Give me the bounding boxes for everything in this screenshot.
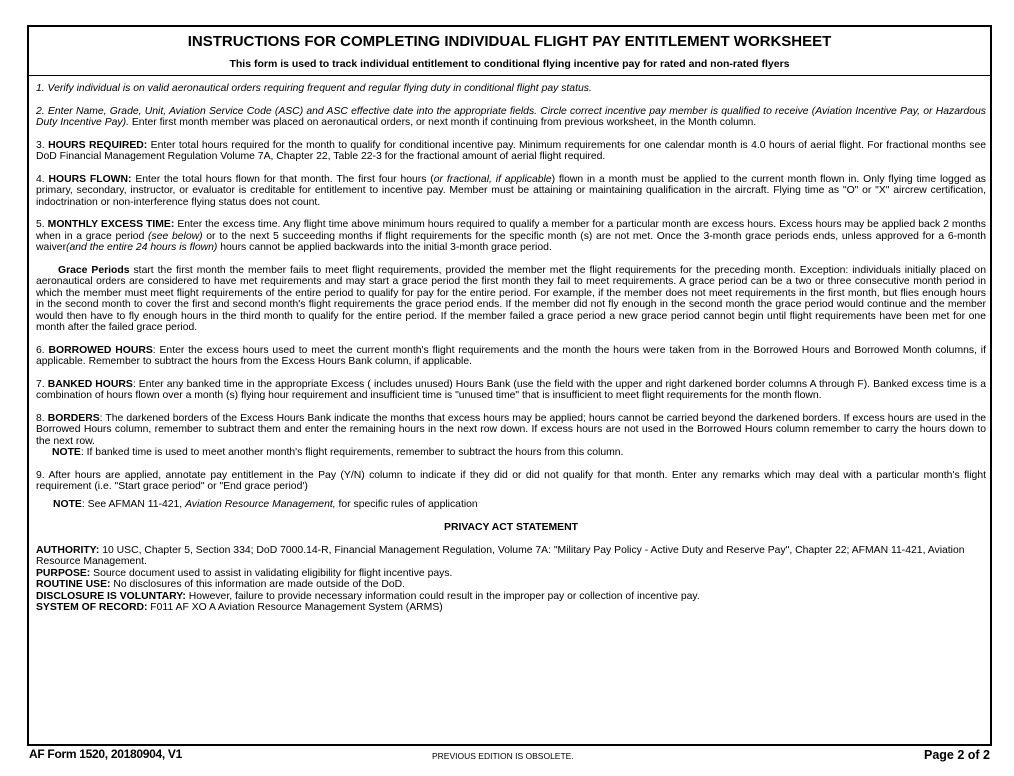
- instruction-5-number: 5.: [36, 219, 45, 230]
- instruction-3-number: 3.: [36, 139, 45, 151]
- instruction-5-text-a: Enter the excess time. Any flight time above minimum hours required to qualify a member for a particular month are excess hours. Excess hours may be applied back 2 months when in a grace period: [36, 219, 987, 242]
- instruction-2: [36, 106, 986, 129]
- header-divider: [29, 75, 990, 76]
- hours-flown-label: HOURS FLOWN:: [48, 173, 132, 185]
- disclosure-text: However, failure to provide necessary information could result in the improper pay or collection of incentive pay.: [185, 590, 700, 602]
- instruction-4: [36, 174, 986, 209]
- purpose-text: Source document used to assist in validating eligibility for flight incentive pays.: [90, 567, 453, 579]
- instruction-4-italic: or fractional, if applicable: [433, 173, 552, 185]
- grace-periods-label: Grace Periods: [58, 264, 130, 276]
- instruction-8-note-text: : If banked time is used to meet another month's flight requirements, remember to subtract the hours from this column.: [80, 447, 624, 458]
- authority-label: AUTHORITY:: [36, 544, 100, 556]
- instruction-9: 9. After hours are applied, annotate pay entitlement in the Pay (Y/N) column to indicate if they did or did not qualify for that month. Enter any remarks which may deal with a particular month's flight requirement (i.e. "Start grace period" or "End grace period'): [36, 469, 986, 492]
- instruction-6: [36, 345, 986, 368]
- instruction-8-text: : The darkened borders of the Excess Hours Bank indicate the months that excess hours may be applied; hours cannot be carried beyond the darkened borders. If excess hours are used in the Borrowed Hours column, remember to subtract them and enter the remaining hours in the next row down. If excess hours are not used in the Borrowed Hours column remember to carry the hours down to the next row.: [36, 412, 986, 447]
- instruction-2-italic: 2. Enter Name, Grade, Unit, Aviation Service Code (ASC) and ASC effective date into the appropriate fields. Circle correct incentive pay member is qualified to receive (Aviation Incentive Pay, or Hazardous Duty Incentive Pay).: [36, 105, 986, 128]
- routine-use-text: No disclosures of this information are made outside of the DoD.: [110, 579, 406, 590]
- grace-periods: [36, 265, 986, 334]
- instruction-8-note: [36, 447, 986, 459]
- authority-text: 10 USC, Chapter 5, Section 334; DoD 7000.14-R, Financial Management Regulation, Volume 7A: "Military Pay Policy - Active Duty and Reserve Pay", Chapter 22; AFMAN 11-421, Aviation Resource Management.: [36, 544, 965, 567]
- privacy-disclosure: [36, 591, 986, 603]
- instruction-1: 1. Verify individual is on valid aeronautical orders requiring frequent and regular flying duty in conditional flight pay status.: [36, 83, 592, 94]
- routine-use-label: ROUTINE USE:: [36, 579, 111, 590]
- instruction-6-number: 6.: [36, 344, 45, 356]
- instruction-7-number: 7.: [36, 378, 45, 390]
- hours-required-label: HOURS REQUIRED:: [48, 139, 148, 151]
- instruction-6-text: : Enter the excess hours used to meet the current month's flight requirements and the month the hours were taken from in the Borrowed Hours and Borrowed Month columns, if applicable. Remember to subtract the hours from the Excess Hours Bank column, if applicable.: [36, 344, 987, 367]
- instruction-7: [36, 379, 986, 402]
- page-subtitle: This form is used to track individual entitlement to conditional flying incentive pay for rated and non-rated flyers: [229, 58, 790, 70]
- privacy-act-heading: PRIVACY ACT STATEMENT: [444, 522, 578, 533]
- instruction-8-note-label: NOTE: [52, 447, 81, 458]
- instruction-5-text-b: or to the next 5 succeeding months if flight requirements for the specific month (s) are not met. Once the 3-month grace periods ends, unless approved for a 6-month waiver: [36, 230, 986, 253]
- instruction-5-italic-2: (and the entire 24 hours is flown): [66, 242, 218, 253]
- system-of-record-label: SYSTEM OF RECORD:: [36, 602, 148, 613]
- page-number: Page 2 of 2: [924, 748, 990, 762]
- instruction-3-text: Enter total hours required for the month to qualify for conditional incentive pay. Minimum requirements for one calendar month is 4.0 hours of aerial flight. For fractional months see DoD Financial Management Regulation Volume 7A, Chapter 22, Table 22-3 for the fractional amount of aerial flight required.: [36, 139, 987, 162]
- afman-note-text-a: : See AFMAN 11-421,: [81, 498, 186, 510]
- instruction-8-number: 8.: [36, 412, 45, 424]
- borrowed-hours-label: BORROWED HOURS: [48, 344, 153, 356]
- instruction-4-text-b: ) flown in a month must be applied to the current month flown in. Only flying time logged as primary, secondary, instructor, or evaluator is creditable for entitlement to incentive pay. Member must be attaining or maintaining qualification in the aircraft. Flying time as "O" or "X" aircrew certification, indoctrination or non-interference flying status does not count.: [36, 173, 987, 208]
- disclosure-label: DISCLOSURE IS VOLUNTARY:: [36, 590, 186, 602]
- instruction-8: [36, 413, 986, 448]
- privacy-purpose: [36, 568, 986, 580]
- monthly-excess-time-label: MONTHLY EXCESS TIME:: [47, 219, 175, 230]
- privacy-routine-use: [36, 579, 986, 591]
- instruction-5: [36, 219, 986, 254]
- instruction-2-text: Enter first month member was placed on aeronautical orders, or next month if continuing from previous worksheet, in the Month column.: [128, 117, 757, 128]
- instruction-7-text: : Enter any banked time in the appropriate Excess ( includes unused) Hours Bank (use the field with the upper and right darkened border columns A through F). Banked excess time is a combination of hours flown over a month (s) flying hour requirement and insufficient time is "unused time" that is insufficient to meet flight requirements for the month flown.: [36, 378, 986, 401]
- afman-note-label: NOTE: [53, 498, 82, 510]
- instruction-4-text-a: Enter the total hours flown for that month. The first four hours (: [131, 173, 434, 185]
- form-identifier: AF Form 1520, 20180904, V1: [29, 747, 182, 761]
- instructions-body: [36, 83, 986, 614]
- afman-note-italic: Aviation Resource Management,: [185, 498, 336, 510]
- privacy-authority: [36, 545, 986, 568]
- privacy-system-of-record: [36, 602, 986, 614]
- page-title: INSTRUCTIONS FOR COMPLETING INDIVIDUAL FLIGHT PAY ENTITLEMENT WORKSHEET: [187, 33, 832, 50]
- instruction-4-number: 4.: [36, 173, 45, 185]
- afman-note: [36, 499, 986, 511]
- form-frame: [27, 25, 992, 746]
- instruction-5-italic-1: (see below): [144, 230, 207, 242]
- instruction-5-text-c: hours cannot be applied backwards into the initial 3-month grace period.: [217, 242, 552, 253]
- instruction-3: [36, 140, 986, 163]
- borders-label: BORDERS: [47, 412, 100, 424]
- banked-hours-label: BANKED HOURS: [47, 378, 133, 390]
- afman-note-text-b: for specific rules of application: [335, 498, 478, 510]
- grace-periods-text: start the first month the member fails to meet flight requirements, provided the member met the flight requirements for the preceding month. Exception: individuals initially placed on aeronautical orders are considered to have met requirements and may start a grace period the first month they fail to meet requirements. A grace period can be a two or three consecutive month period in which the member must meet flight requirements of the entire period to qualify for pay for the entire period. For example, if the member does not meet requirements in the first month, but flies enough hours in the second month to cover the first and second month's flight requirements the grace period ends. If the member did not fly enough in the second month the grace period would continue and the member would then have to fly enough hours in the third month to qualify for the entire period. If the member failed a grace period a new grace period cannot begin until flight requirements have been met for one month after the failed grace period.: [36, 264, 986, 333]
- system-of-record-text: F011 AF XO A Aviation Resource Management System (ARMS): [147, 602, 443, 613]
- purpose-label: PURPOSE:: [36, 567, 91, 579]
- edition-note: PREVIOUS EDITION IS OBSOLETE.: [432, 751, 574, 761]
